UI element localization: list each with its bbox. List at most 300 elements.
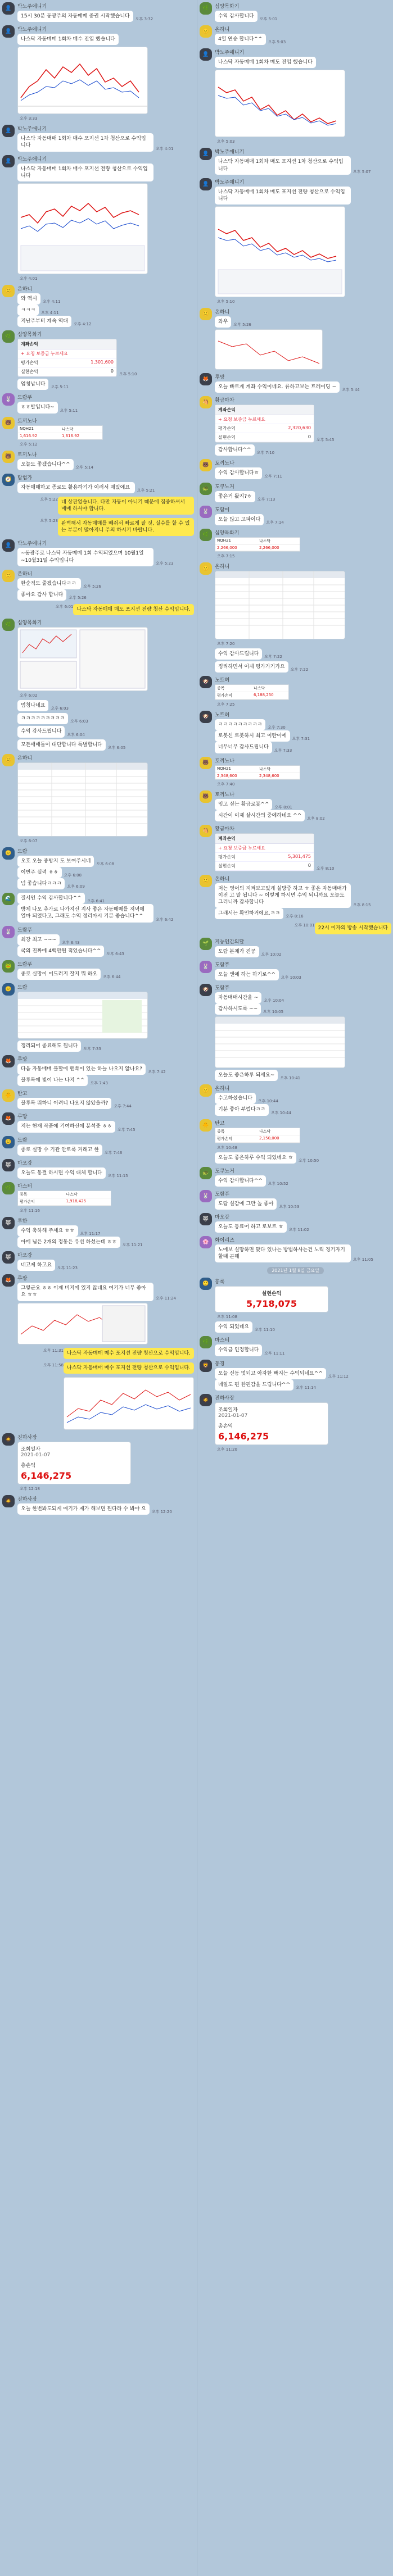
message-bubble: 모든매매들이 대단합니다 특별합니다: [17, 739, 106, 751]
avatar[interactable]: 🧔: [200, 1394, 212, 1406]
avatar[interactable]: 🙂: [200, 308, 212, 320]
sender-name: 심양목화기: [17, 620, 42, 626]
avatar[interactable]: 🐥: [2, 1089, 15, 1102]
avatar[interactable]: 🌿: [2, 330, 15, 343]
profit-card[interactable]: [215, 1402, 328, 1445]
timestamp: 오후 10:52: [268, 1181, 288, 1186]
avatar[interactable]: 👤: [2, 25, 15, 38]
chart-screenshot[interactable]: [17, 1303, 148, 1344]
timestamp: 오후 11:17: [80, 1232, 101, 1237]
grid-cell: 종목: [217, 1129, 225, 1134]
profit-card-title: 조회일자: [21, 1446, 40, 1452]
message-bubble: 종로 실망 수 기관 안토록 거래고 한: [17, 1144, 102, 1156]
timestamp: 오후 11:16: [20, 1208, 40, 1213]
timestamp: 오후 5:22: [40, 497, 58, 502]
table-screenshot[interactable]: [215, 571, 345, 639]
chat-message: [197, 709, 393, 755]
chat-message: [197, 1334, 393, 1357]
sender-name: 마스터: [17, 1183, 33, 1189]
timestamp: 오후 10:53: [279, 1204, 300, 1209]
sender-name: 루한: [17, 1218, 28, 1224]
timestamp: 오후 6:05: [107, 745, 126, 750]
message-bubble: 도람 본채가 진공: [215, 946, 259, 957]
profit-card-value: 5,718,075: [246, 1298, 297, 1310]
table-screenshot[interactable]: [17, 992, 148, 1039]
timestamp: 오후 10:03: [281, 975, 301, 980]
message-bubble: 시간이 이제 살시간의 중에하네요 ^^: [215, 810, 305, 821]
chat-message: [197, 146, 393, 176]
avatar[interactable]: 🦊: [2, 1055, 15, 1067]
chat-message: [0, 958, 196, 982]
avatar[interactable]: 🙂: [200, 875, 212, 887]
avatar[interactable]: 🙂: [2, 847, 15, 860]
avatar[interactable]: 🐻: [2, 417, 15, 429]
message-bubble: 정리되어 종료해도 됩니다: [17, 1041, 81, 1052]
chart-screenshot[interactable]: [215, 329, 323, 370]
sender-name: 토끼노나: [215, 461, 234, 467]
candlestick-chart-icon: [18, 628, 147, 690]
timestamp: 오후 5:45: [317, 438, 335, 443]
avatar[interactable]: 🌸: [200, 1236, 212, 1248]
avatar[interactable]: 🙂: [200, 1278, 212, 1290]
timestamp: 오후 6:08: [96, 861, 114, 866]
grid-cell: 2,348,600: [259, 773, 279, 778]
profit-card[interactable]: [17, 1442, 131, 1484]
chat-message: [197, 176, 393, 306]
row-value: 0: [308, 434, 311, 440]
avatar[interactable]: 🐻: [2, 451, 15, 463]
trade-screenshot[interactable]: [17, 627, 148, 691]
avatar[interactable]: 🐻: [200, 459, 212, 471]
position-grid[interactable]: [215, 765, 300, 780]
timestamp: 오후 4:01: [20, 276, 38, 281]
message-bubble: 엄청납니다: [17, 379, 48, 390]
timestamp: 오후 11:11: [264, 1351, 285, 1356]
timestamp: 오후 10:01: [294, 923, 315, 928]
chart-screenshot[interactable]: [215, 70, 345, 137]
sender-name: 루팡: [17, 1276, 28, 1282]
timestamp: 오후 5:26: [233, 322, 251, 328]
chat-message-mine: [0, 516, 196, 538]
avatar[interactable]: 🐺: [2, 1159, 15, 1171]
sender-name: 탐험가: [17, 475, 33, 481]
timestamp: 오후 5:10: [119, 372, 137, 377]
timestamp: 오후 6:42: [156, 917, 174, 922]
timestamp: 오후 7:31: [292, 737, 310, 742]
avatar[interactable]: 👤: [2, 125, 15, 137]
message-bubble: 블루목에 빛이 나는 나지 ^^: [17, 1075, 88, 1086]
avatar[interactable]: 🙂: [2, 1136, 15, 1148]
sender-name: 루망: [215, 375, 225, 381]
chat-message: [0, 1053, 196, 1088]
sender-name: 흥록: [215, 1279, 225, 1285]
chat-message: [197, 457, 393, 480]
sender-name: 화이리즈: [215, 1238, 234, 1244]
chart-screenshot[interactable]: [215, 206, 345, 297]
message-bubble: 나스닥 자동매매 1회차 매수 포지션 1차 청산으로 수익입니다: [17, 133, 153, 151]
grid-cell: 2,150,000: [259, 1135, 279, 1141]
timestamp: 오후 8:10: [317, 866, 335, 871]
row-value: 2,320,630: [288, 425, 311, 431]
avatar[interactable]: 🙂: [2, 983, 15, 996]
table-screenshot[interactable]: [17, 762, 148, 837]
timestamp: 오후 8:01: [274, 805, 292, 810]
chat-message: [197, 1392, 393, 1454]
avatar[interactable]: 🐴: [200, 396, 212, 408]
timestamp: 오후 10:44: [258, 1099, 278, 1104]
message-bubble: 정리하면서 이제 평가가기가요: [215, 661, 288, 673]
timestamp: 오후 5:23: [156, 561, 174, 566]
message-bubble: 나스닥 자동매매 매도 포지션 전량 청산 수익입니다.: [73, 604, 194, 615]
timestamp: 오후 11:08: [217, 1315, 237, 1320]
avatar[interactable]: 🐰: [200, 1190, 212, 1202]
sender-name: 박노주애니기: [215, 149, 245, 156]
chat-column-left[interactable]: [0, 0, 196, 2576]
avatar[interactable]: 🐻: [200, 790, 212, 803]
avatar[interactable]: 🦊: [200, 373, 212, 385]
grid-cell: 나스닥: [254, 686, 265, 691]
timestamp: 오후 5:26: [69, 595, 87, 600]
message-bubble: 나스닥 자동매매 매수 포지션 전량 청산으로 수익입니다.: [64, 1348, 194, 1359]
timestamp: 오후 7:13: [257, 497, 275, 502]
spreadsheet-icon: [18, 992, 147, 1038]
candlestick-chart-icon: [18, 184, 147, 274]
avatar[interactable]: 🐸: [2, 960, 15, 973]
timestamp: 오후 5:07: [353, 169, 371, 174]
message-bubble: 수익 감사합니다^^: [215, 1175, 266, 1187]
sender-name: 박노주애니기: [215, 50, 245, 56]
avatar[interactable]: 🌿: [2, 1182, 15, 1194]
avatar[interactable]: 👤: [2, 539, 15, 552]
message-bubble: 지난주부터 계속 역대: [17, 316, 71, 327]
card-title: 계좌손익: [215, 405, 314, 415]
message-bubble: 블루목 뭐하니 어려니 나오지 않았을까?: [17, 1098, 111, 1109]
chat-message: [0, 1088, 196, 1111]
avatar[interactable]: 🦊: [2, 1112, 15, 1125]
avatar[interactable]: 🐢: [200, 1167, 212, 1179]
message-bubble: 네고제 하고요: [17, 1260, 55, 1271]
date-divider-label: 2021년 1월 8일 금요일: [267, 1267, 324, 1274]
message-bubble: 국의 진짜에 4백만원 적었습니다^^: [17, 946, 104, 957]
message-bubble: 22시 이자의 방송 시작했습니다: [315, 923, 391, 934]
chart-screenshot[interactable]: [17, 183, 148, 274]
avatar[interactable]: 🙂: [2, 754, 15, 766]
avatar[interactable]: 🐶: [200, 984, 212, 996]
timestamp: 오후 11:15: [107, 1173, 128, 1178]
chat-message: [0, 123, 196, 153]
chat-message: [197, 674, 393, 709]
message-bubble: 4일 연승 합니다^^: [215, 34, 266, 45]
position-grid[interactable]: [215, 537, 300, 552]
timestamp: 오후 10:04: [264, 998, 284, 1003]
message-bubble: 이번주 실력 ㅎㅎ: [17, 867, 62, 878]
chat-message: [197, 1276, 393, 1334]
avatar[interactable]: 🙂: [200, 25, 212, 38]
profit-card-title: 실현손익: [261, 1291, 282, 1297]
grid-cell: 종목: [217, 686, 225, 691]
message-bubble: ㅋㅋㅋㅋㅋㅋㅋㅋㅋ: [17, 713, 68, 724]
avatar[interactable]: 🦊: [2, 1274, 15, 1287]
chat-message: [197, 1117, 393, 1165]
profit-card[interactable]: [215, 1286, 328, 1312]
avatar[interactable]: 🌿: [200, 529, 212, 541]
timestamp: 오후 3:33: [20, 116, 38, 121]
sender-name: 마스터: [215, 1338, 230, 1344]
position-grid[interactable]: [17, 425, 103, 440]
spreadsheet-icon: [18, 763, 147, 836]
chat-column-right[interactable]: [197, 0, 393, 2576]
message-bubble: 수익 되었네요: [215, 1321, 252, 1333]
avatar[interactable]: 🐰: [2, 393, 15, 406]
sender-name: 도쿠노거: [215, 484, 234, 490]
message-bubble: 오늘도 좋은하루 되세요~: [215, 1070, 278, 1081]
timestamp: 오후 4:12: [73, 322, 92, 327]
timestamp: 오후 8:15: [353, 903, 371, 908]
timestamp: 오후 10:05: [263, 1010, 284, 1015]
message-bubble: ㅋㅋㅋㅋㅋㅋㅋㅋㅋ: [215, 719, 265, 730]
position-grid[interactable]: [17, 1191, 111, 1206]
message-bubble: 나스닥 자동매매 1회차 매도 포지션 1차 청산으로 수익입니다: [215, 156, 351, 174]
sender-name: 박노주애니기: [17, 27, 47, 33]
message-bubble: 오늘 빠르게 계좌 수익이네요. 류하고보는 트레이딩 ~: [215, 381, 340, 393]
chat-message-mine: [197, 921, 393, 935]
timestamp: 오후 8:16: [286, 914, 304, 919]
avatar[interactable]: 🙂: [200, 562, 212, 575]
sender-name: 토끼노나: [17, 418, 37, 424]
chat-message: [0, 24, 196, 123]
message-bubble: 나스닥 자동매매 1회차 매수 진입 했습니다: [17, 34, 119, 45]
timestamp: 오후 4:11: [41, 311, 59, 316]
row-value: 0: [308, 862, 311, 868]
timestamp: 오후 6:43: [106, 951, 124, 956]
avatar[interactable]: 🐻: [200, 757, 212, 769]
chart-screenshot[interactable]: [17, 47, 148, 114]
chat-message: [0, 283, 196, 329]
avatar[interactable]: 🦁: [200, 1360, 212, 1372]
chat-message: [0, 415, 196, 449]
avatar[interactable]: 🙂: [200, 1084, 212, 1097]
message-bubble: 감사합니다^^: [215, 444, 255, 456]
timestamp: 오후 7:46: [104, 1150, 123, 1155]
grid-cell: NQH21: [217, 766, 231, 771]
position-grid[interactable]: [215, 1128, 300, 1143]
chat-message: [197, 504, 393, 527]
sender-name: 도람푸: [215, 962, 230, 968]
profit-card-value: 6,146,275: [21, 1470, 72, 1481]
message-bubble: 저는 현재 작품에 기여하신에 분석중 ㅎㅎ: [17, 1121, 115, 1132]
sender-name: 도람푸: [215, 985, 230, 991]
avatar[interactable]: 🧭: [2, 474, 15, 486]
timestamp: 오후 10:50: [299, 1158, 319, 1163]
chat-message: [197, 24, 393, 47]
sender-name: 진하사장: [215, 1395, 234, 1401]
grid-cell: 2,266,000: [259, 545, 279, 550]
chat-message: [0, 392, 196, 415]
avatar[interactable]: 🐰: [200, 961, 212, 973]
message-bubble: 좋아요 감사 합니다: [17, 589, 66, 601]
grid-cell: 1,616.92: [62, 433, 80, 438]
avatar[interactable]: 🌿: [2, 619, 15, 631]
message-bubble: 나스닥 자동매매 1회차 매도 포지션 전량 청산으로 수익입니다: [215, 187, 351, 205]
message-bubble: 임고 싶는 황금로봇^^: [215, 799, 272, 810]
avatar[interactable]: 🐢: [200, 483, 212, 495]
chat-message: [197, 755, 393, 789]
timestamp: 오후 5:01: [259, 17, 278, 22]
candlestick-chart-icon: [215, 330, 322, 369]
message-bubble: 질서인 수익 감사합니다^^: [17, 893, 85, 904]
account-pnl-card[interactable]: [215, 405, 314, 443]
candlestick-chart-icon: [215, 207, 345, 297]
candlestick-chart-icon: [64, 1378, 193, 1429]
row-value: 1,301,600: [91, 360, 114, 365]
timestamp: 오후 6:03: [70, 719, 88, 724]
timestamp: 오후 5:03: [217, 139, 235, 144]
timestamp: 오후 10:48: [217, 1145, 237, 1150]
avatar[interactable]: 🐺: [2, 1251, 15, 1264]
chat-message: [0, 846, 196, 891]
timestamp: 오후 7:33: [274, 748, 292, 753]
sender-name: 도람푸: [17, 395, 33, 401]
timestamp: 오후 5:10: [217, 299, 235, 304]
avatar[interactable]: 🌱: [200, 938, 212, 950]
timestamp: 오후 5:21: [137, 488, 155, 493]
timestamp: 오후 7:45: [118, 1127, 135, 1132]
sender-name: 온하니: [215, 564, 230, 570]
timestamp: 오후 5:26: [83, 584, 101, 589]
sender-name: 온하니: [17, 571, 33, 577]
chart-screenshot[interactable]: [64, 1377, 194, 1430]
grid-cell: 평가손익: [217, 1136, 233, 1141]
message-bubble: ~동광주로 나스닥 자동매매 1회 수익되었으며 10월1일~10월31일 수익입니다: [17, 548, 153, 566]
avatar[interactable]: 🐺: [2, 1217, 15, 1229]
account-pnl-card[interactable]: [215, 833, 314, 871]
avatar[interactable]: 🙂: [2, 285, 15, 297]
avatar[interactable]: 🧔: [2, 1495, 15, 1507]
message-bubble: 너무너무 감사드립니다: [215, 742, 272, 753]
message-bubble: 최강 최고 ~~~: [17, 934, 60, 946]
chat-message: [197, 1188, 393, 1211]
avatar[interactable]: 👤: [2, 155, 15, 167]
sender-name: 진하사장: [17, 1496, 37, 1502]
timestamp: 오후 11:05: [353, 1257, 373, 1262]
timestamp: 오후 3:32: [135, 17, 153, 22]
message-bubble: ㅋㅋㅋ: [17, 305, 39, 316]
grid-cell: 2,348,600: [217, 773, 237, 778]
sender-name: 도람: [17, 848, 28, 855]
message-bubble: 네일도 편 한편감을 드립니다^^: [215, 1379, 293, 1391]
message-bubble: 그래서는 확인하거에요.ㅋㅋ: [215, 908, 283, 919]
sender-name: 토끼노나: [17, 452, 37, 458]
sender-name: 온하니: [215, 27, 230, 33]
chat-message: [0, 568, 196, 602]
chat-message: [197, 561, 393, 674]
avatar[interactable]: 🐶: [200, 711, 212, 723]
position-grid[interactable]: [215, 684, 289, 700]
row-label: 평가손익: [218, 854, 236, 860]
message-bubble: 자동매매하고 종로도 활용하기가 이러서 재밌에요: [17, 482, 135, 493]
avatar[interactable]: 👤: [2, 2, 15, 15]
profit-card-label: 총손익: [21, 1462, 36, 1469]
chat-message: [197, 394, 393, 457]
row-label: 실현손익: [21, 369, 38, 375]
table-screenshot[interactable]: [215, 1016, 345, 1068]
avatar[interactable]: 🧔: [2, 1433, 15, 1446]
avatar[interactable]: 🙂: [2, 570, 15, 582]
message-bubble: 오늘도 좋은하루 수익 되었네요 ㅎ: [215, 1152, 296, 1164]
sender-name: 루망: [17, 1114, 28, 1120]
sender-name: 노트허: [215, 678, 230, 684]
card-subtitle: + 요청 보증금 누르세요: [18, 349, 116, 358]
avatar[interactable]: 🌊: [2, 893, 15, 905]
message-bubble: 자동매매시간을 ~: [215, 992, 261, 1003]
avatar[interactable]: 🌿: [200, 2, 212, 15]
chat-message: [0, 1215, 196, 1250]
chat-message: [197, 789, 393, 823]
sender-name: 온하니: [215, 309, 230, 315]
chat-message: [0, 472, 196, 495]
chat-message: [197, 47, 393, 146]
row-label: 평가손익: [21, 360, 38, 366]
avatar[interactable]: 👤: [200, 148, 212, 160]
timestamp: 오후 7:15: [217, 553, 235, 558]
sender-name: 마오강: [17, 1160, 33, 1166]
avatar[interactable]: 🌿: [200, 1336, 212, 1348]
timestamp: 오후 5:44: [342, 388, 360, 393]
timestamp: 오후 5:14: [75, 465, 93, 470]
avatar[interactable]: 🐶: [200, 676, 212, 688]
sender-name: 도람이: [215, 507, 230, 513]
avatar[interactable]: 👤: [200, 178, 212, 190]
avatar[interactable]: 🐥: [200, 1119, 212, 1132]
chat-message: [0, 538, 196, 567]
timestamp: 오후 11:23: [57, 1266, 78, 1271]
timestamp: 오후 7:10: [256, 451, 275, 456]
avatar[interactable]: 🐴: [200, 825, 212, 837]
sender-name: 황금마차: [215, 398, 234, 404]
timestamp: 오후 6:07: [20, 838, 38, 843]
message-bubble: 오늘도 동료어 하고 로보트 ㅎ: [215, 1221, 287, 1233]
chat-message-mine: [0, 602, 196, 617]
timestamp: 오후 7:43: [90, 1081, 108, 1086]
message-bubble: 15시 30분 동광주의 자동매매 증권 시작했습니다: [17, 11, 133, 22]
timestamp: 오후 7:25: [217, 702, 235, 707]
profit-card-title: 조회일자: [218, 1407, 238, 1413]
timestamp: 오후 10:41: [280, 1076, 301, 1081]
sender-name: 온하니: [215, 876, 230, 882]
avatar[interactable]: 🐰: [2, 926, 15, 938]
chat-message: [197, 1234, 393, 1264]
timestamp: 오후 5:11: [51, 385, 69, 390]
avatar[interactable]: 🐰: [200, 506, 212, 518]
message-bubble: 종로 실망이 어드러지 잘지 뭐 하오: [17, 969, 101, 980]
timestamp: 오후 6:08: [64, 873, 82, 878]
avatar[interactable]: 👤: [200, 48, 212, 61]
chat-message: [197, 823, 393, 873]
timestamp: 오후 4:01: [156, 146, 174, 151]
timestamp: 오후 11:31: [43, 1348, 64, 1353]
chat-message: [197, 1211, 393, 1234]
grid-cell: 나스닥: [259, 538, 271, 543]
chat-message: [197, 1165, 393, 1188]
account-pnl-card[interactable]: [17, 339, 117, 377]
timestamp: 오후 11:21: [122, 1243, 143, 1248]
avatar[interactable]: 🐺: [200, 1213, 212, 1225]
chat-message-mine: [0, 1346, 196, 1361]
grid-cell: 종목: [20, 1192, 28, 1197]
timestamp: 오후 7:22: [290, 667, 309, 673]
message-bubble: 수익 감사합니다: [215, 11, 258, 22]
chat-message: [0, 924, 196, 958]
